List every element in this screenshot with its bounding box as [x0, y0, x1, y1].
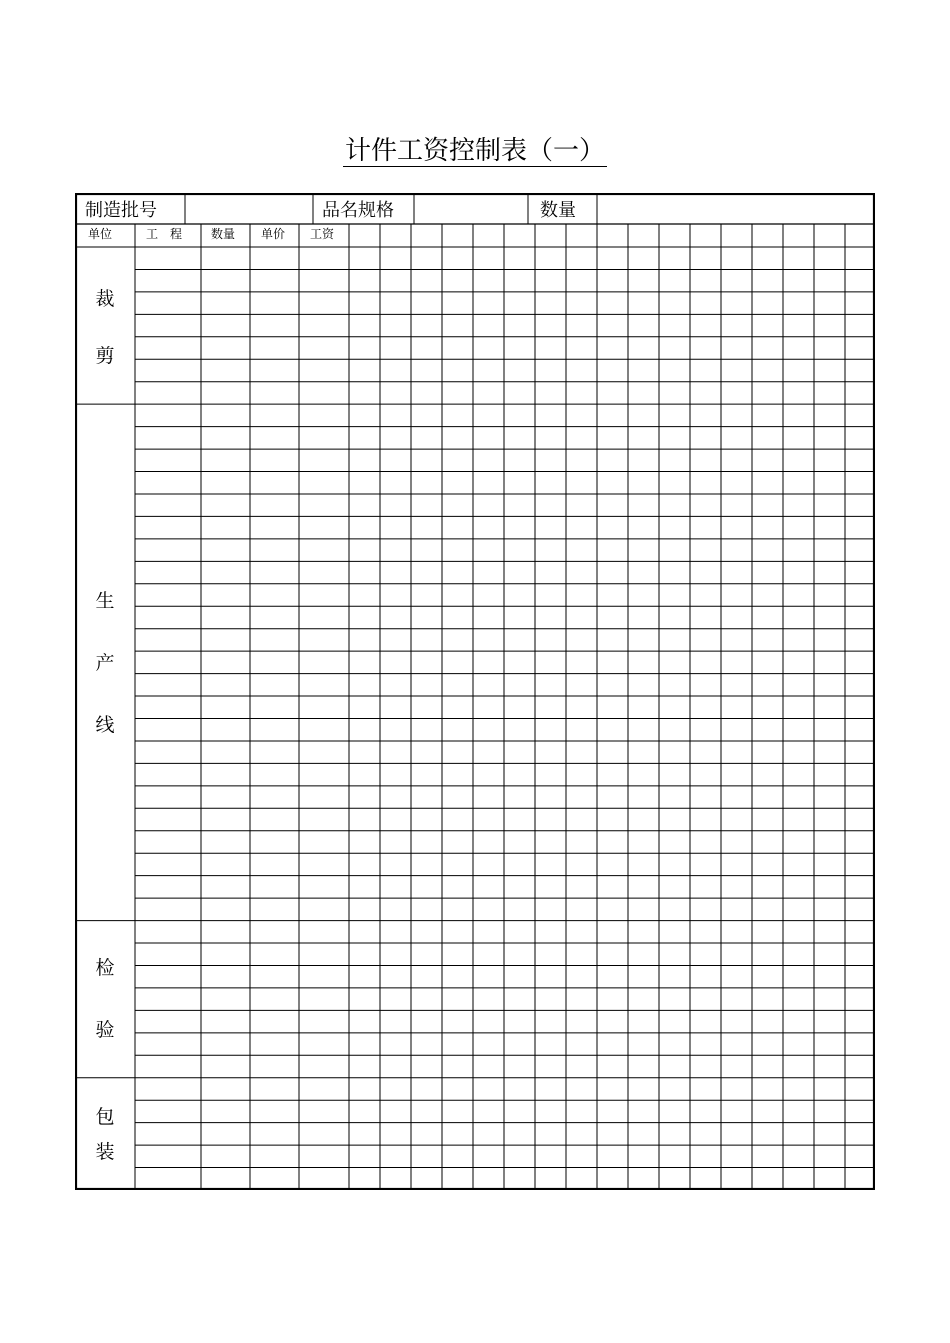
col-header-unit-price: 单价 [261, 227, 286, 241]
col-header-wage: 工资 [310, 227, 335, 241]
quantity-label: 数量 [540, 200, 576, 221]
section-cutting: 裁 剪 [95, 287, 115, 367]
table-border [76, 194, 874, 1189]
section-inspection: 检 验 [95, 957, 115, 1041]
section-packaging: 包 装 [95, 1105, 115, 1163]
page-title: 计件工资控制表（一） [344, 136, 605, 166]
col-header-process: 工 程 [146, 227, 183, 241]
section-production-line: 生 产 线 [95, 590, 115, 736]
col-header-unit: 单位 [88, 227, 113, 241]
table-grid-lines [75, 193, 875, 1190]
col-header-quantity: 数量 [211, 227, 236, 241]
wage-control-table [75, 193, 875, 1190]
batch-number-label: 制造批号 [85, 200, 157, 221]
product-spec-label: 品名规格 [322, 200, 394, 221]
